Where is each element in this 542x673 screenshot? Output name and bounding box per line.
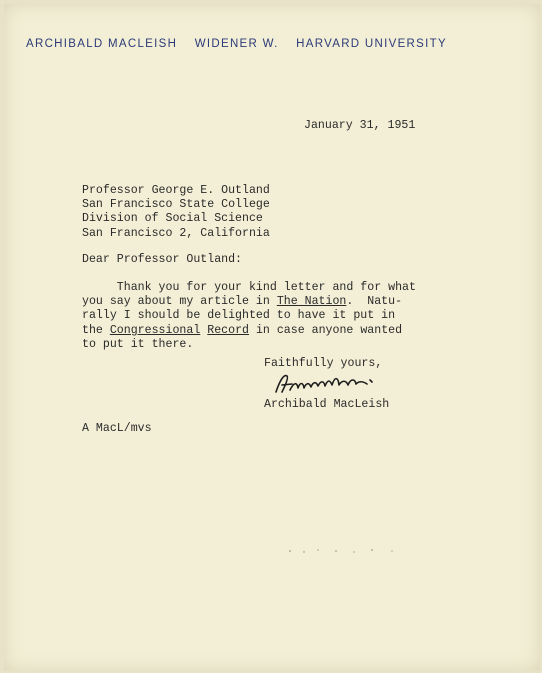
body-text: you say about my article in [82,295,277,309]
publication-title-part-1: Congressional [109,323,201,337]
body-text: . Natu- [346,295,403,309]
handwritten-signature [272,370,392,398]
publication-title: The Nation [276,295,347,309]
body-line-1: Thank you for your kind letter and for what [82,281,416,294]
letter-page [4,4,540,671]
letterhead-office: WIDENER W. [194,38,279,50]
paper-smudge [284,547,404,555]
recipient-address [82,184,270,241]
recipient-line-2: San Francisco State College [82,198,270,212]
publication-title-part-2: Record [207,323,250,337]
reference-initials: A MacL/mvs [82,422,152,435]
body-text: in case anyone wanted [249,323,403,337]
closing: Faithfully yours, [264,357,383,370]
letterhead-institution: HARVARD UNIVERSITY [296,38,447,50]
signer-name: Archibald MacLeish [264,398,390,411]
letter-date: January 31, 1951 [304,119,416,132]
salutation: Dear Professor Outland: [82,253,243,266]
body-line-3: rally I should be delighted to have it put in [82,309,396,323]
recipient-line-3: Division of Social Science [82,212,263,226]
body-line-4 [82,324,402,337]
body-line-5: to put it there. [82,337,194,351]
letterhead-name: ARCHIBALD MACLEISH [26,38,178,50]
body-text: the [82,323,110,337]
recipient-line-4: San Francisco 2, California [82,226,270,240]
letterhead [26,38,526,50]
body-line-2 [82,295,402,308]
recipient-line-1: Professor George E. Outland [82,184,270,197]
letter-body [82,281,416,352]
